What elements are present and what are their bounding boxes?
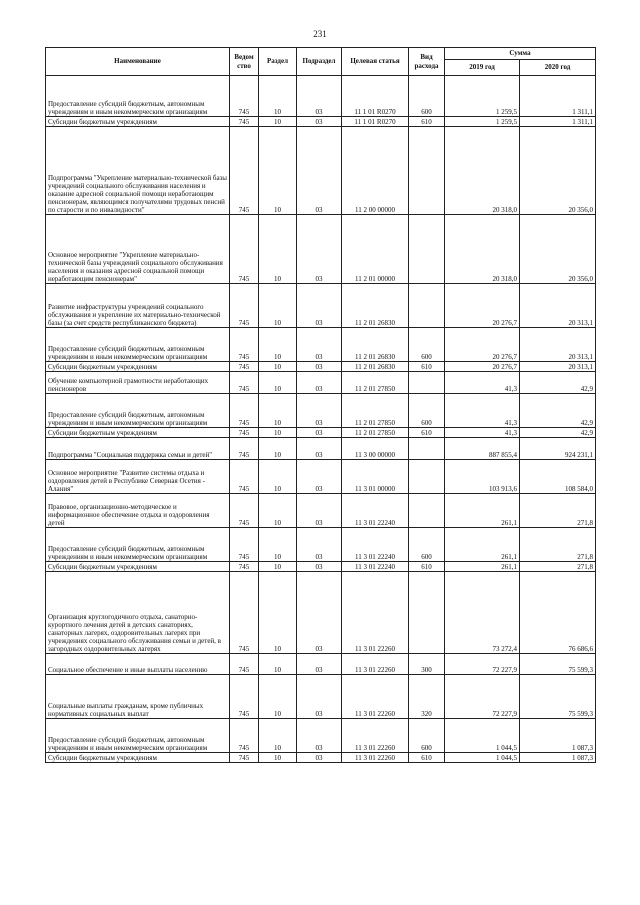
table-row bbox=[46, 428, 596, 438]
row-sum-2019: 20 276,7 bbox=[445, 362, 520, 372]
row-sum-2020: 42,9 bbox=[520, 428, 596, 438]
row-vedomstvo: 745 bbox=[230, 215, 259, 284]
row-razdel: 10 bbox=[259, 372, 297, 394]
row-sum-2019: 41,3 bbox=[445, 428, 520, 438]
row-expense-type: 300 bbox=[409, 654, 445, 675]
row-name: Правовое, организационно-методическое и информационное обеспечение отдыха и оздоровления детей bbox=[46, 494, 230, 528]
table-row bbox=[46, 215, 596, 284]
row-target-article: 11 2 01 27850 bbox=[342, 428, 409, 438]
page-number: 231 bbox=[313, 29, 327, 39]
row-sum-2019: 1 259,5 bbox=[445, 76, 520, 117]
row-razdel: 10 bbox=[259, 117, 297, 127]
row-podrazdel: 03 bbox=[297, 572, 342, 654]
header-sum: Сумма bbox=[445, 48, 596, 60]
row-sum-2020: 20 313,1 bbox=[520, 362, 596, 372]
row-razdel: 10 bbox=[259, 494, 297, 528]
row-expense-type bbox=[409, 494, 445, 528]
row-podrazdel: 03 bbox=[297, 284, 342, 328]
row-sum-2020: 1 087,3 bbox=[520, 719, 596, 753]
row-podrazdel: 03 bbox=[297, 328, 342, 362]
table-row bbox=[46, 394, 596, 428]
row-target-article: 11 3 01 22260 bbox=[342, 753, 409, 763]
row-podrazdel: 03 bbox=[297, 719, 342, 753]
row-sum-2020: 271,8 bbox=[520, 494, 596, 528]
row-target-article: 11 3 01 22240 bbox=[342, 528, 409, 562]
row-sum-2020: 76 686,6 bbox=[520, 572, 596, 654]
row-podrazdel: 03 bbox=[297, 675, 342, 719]
row-vedomstvo: 745 bbox=[230, 76, 259, 117]
table-row bbox=[46, 284, 596, 328]
row-target-article: 11 2 01 00000 bbox=[342, 215, 409, 284]
row-sum-2019: 41,3 bbox=[445, 372, 520, 394]
row-razdel: 10 bbox=[259, 76, 297, 117]
table-row bbox=[46, 372, 596, 394]
row-name: Подпрограмма "Укрепление материально-технической базы учреждений социального обслуживания населения и оказание адресной социальной помощи неработающим пенсионерам, являющимся получателями трудовых пенсий по старости и по инвалидности" bbox=[46, 127, 230, 215]
row-name: Предоставление субсидий бюджетным, автономным учреждениям и иным некоммерческим организациям bbox=[46, 394, 230, 428]
row-name: Основное мероприятие "Укрепление материально-технической базы учреждений социального обслуживания населения и оказания адресной социальной помощи неработающим пенсионерам" bbox=[46, 215, 230, 284]
row-expense-type: 600 bbox=[409, 394, 445, 428]
row-podrazdel: 03 bbox=[297, 394, 342, 428]
row-name: Предоставление субсидий бюджетным, автономным учреждениям и иным некоммерческим организациям bbox=[46, 76, 230, 117]
table-row bbox=[46, 117, 596, 127]
row-podrazdel: 03 bbox=[297, 372, 342, 394]
table-row bbox=[46, 572, 596, 654]
row-vedomstvo: 745 bbox=[230, 372, 259, 394]
row-name: Предоставление субсидий бюджетным, автономным учреждениям и иным некоммерческим организациям bbox=[46, 528, 230, 562]
row-podrazdel: 03 bbox=[297, 76, 342, 117]
row-target-article: 11 2 01 26830 bbox=[342, 328, 409, 362]
row-name: Субсидии бюджетным учреждениям bbox=[46, 753, 230, 763]
row-vedomstvo: 745 bbox=[230, 719, 259, 753]
row-podrazdel: 03 bbox=[297, 215, 342, 284]
row-vedomstvo: 745 bbox=[230, 654, 259, 675]
table-row bbox=[46, 127, 596, 215]
row-target-article: 11 1 01 R0270 bbox=[342, 76, 409, 117]
table-row bbox=[46, 528, 596, 562]
row-expense-type: 610 bbox=[409, 562, 445, 572]
row-sum-2020: 271,8 bbox=[520, 528, 596, 562]
table-row bbox=[46, 362, 596, 372]
row-target-article: 11 3 01 00000 bbox=[342, 460, 409, 494]
header-razdel: Раздел bbox=[259, 48, 297, 76]
row-vedomstvo: 745 bbox=[230, 428, 259, 438]
row-name: Предоставление субсидий бюджетным, автономным учреждениям и иным некоммерческим организациям bbox=[46, 719, 230, 753]
row-sum-2020: 1 311,1 bbox=[520, 117, 596, 127]
row-target-article: 11 2 01 26830 bbox=[342, 284, 409, 328]
row-expense-type bbox=[409, 460, 445, 494]
row-target-article: 11 1 01 R0270 bbox=[342, 117, 409, 127]
row-sum-2019: 20 318,0 bbox=[445, 215, 520, 284]
row-sum-2019: 1 044,5 bbox=[445, 719, 520, 753]
row-podrazdel: 03 bbox=[297, 362, 342, 372]
row-sum-2020: 75 599,3 bbox=[520, 654, 596, 675]
header-year-2020: 2020 год bbox=[520, 60, 596, 76]
row-sum-2020: 271,8 bbox=[520, 562, 596, 572]
row-expense-type: 610 bbox=[409, 117, 445, 127]
row-sum-2020: 108 584,0 bbox=[520, 460, 596, 494]
row-target-article: 11 3 01 22240 bbox=[342, 494, 409, 528]
row-podrazdel: 03 bbox=[297, 528, 342, 562]
row-sum-2019: 261,1 bbox=[445, 562, 520, 572]
row-podrazdel: 03 bbox=[297, 494, 342, 528]
row-sum-2020: 1 311,1 bbox=[520, 76, 596, 117]
row-expense-type: 600 bbox=[409, 528, 445, 562]
row-sum-2019: 1 259,5 bbox=[445, 117, 520, 127]
row-sum-2020: 1 087,3 bbox=[520, 753, 596, 763]
row-name: Субсидии бюджетным учреждениям bbox=[46, 428, 230, 438]
row-expense-type: 600 bbox=[409, 76, 445, 117]
row-name: Социальные выплаты гражданам, кроме публичных нормативных социальных выплат bbox=[46, 675, 230, 719]
table-row bbox=[46, 76, 596, 117]
row-target-article: 11 2 01 26830 bbox=[342, 362, 409, 372]
row-sum-2019: 1 044,5 bbox=[445, 753, 520, 763]
row-razdel: 10 bbox=[259, 438, 297, 460]
row-podrazdel: 03 bbox=[297, 562, 342, 572]
row-sum-2020: 20 313,1 bbox=[520, 284, 596, 328]
row-expense-type bbox=[409, 215, 445, 284]
table-row bbox=[46, 328, 596, 362]
row-podrazdel: 03 bbox=[297, 460, 342, 494]
row-vedomstvo: 745 bbox=[230, 562, 259, 572]
row-name: Субсидии бюджетным учреждениям bbox=[46, 117, 230, 127]
row-vedomstvo: 745 bbox=[230, 362, 259, 372]
row-name: Субсидии бюджетным учреждениям bbox=[46, 562, 230, 572]
row-razdel: 10 bbox=[259, 562, 297, 572]
row-vedomstvo: 745 bbox=[230, 460, 259, 494]
row-sum-2019: 73 272,4 bbox=[445, 572, 520, 654]
row-podrazdel: 03 bbox=[297, 438, 342, 460]
row-expense-type: 610 bbox=[409, 362, 445, 372]
row-target-article: 11 3 00 00000 bbox=[342, 438, 409, 460]
row-name: Субсидии бюджетным учреждениям bbox=[46, 362, 230, 372]
row-target-article: 11 3 01 22260 bbox=[342, 572, 409, 654]
row-razdel: 10 bbox=[259, 753, 297, 763]
table-row bbox=[46, 719, 596, 753]
row-target-article: 11 3 01 22260 bbox=[342, 675, 409, 719]
row-razdel: 10 bbox=[259, 460, 297, 494]
header-vedomstvo: Ведом ство bbox=[230, 48, 259, 76]
row-sum-2019: 41,3 bbox=[445, 394, 520, 428]
row-expense-type bbox=[409, 438, 445, 460]
row-expense-type bbox=[409, 284, 445, 328]
header-target-article: Целевая статья bbox=[342, 48, 409, 76]
row-razdel: 10 bbox=[259, 362, 297, 372]
row-sum-2020: 20 356,0 bbox=[520, 127, 596, 215]
row-sum-2019: 20 276,7 bbox=[445, 328, 520, 362]
row-podrazdel: 03 bbox=[297, 127, 342, 215]
row-vedomstvo: 745 bbox=[230, 394, 259, 428]
header-name: Наименование bbox=[46, 48, 230, 76]
row-name: Подпрограмма "Социальная поддержка семьи и детей" bbox=[46, 438, 230, 460]
row-sum-2019: 72 227,9 bbox=[445, 675, 520, 719]
row-sum-2019: 261,1 bbox=[445, 528, 520, 562]
budget-table bbox=[45, 47, 596, 763]
table-row bbox=[46, 460, 596, 494]
row-razdel: 10 bbox=[259, 675, 297, 719]
row-sum-2019: 20 318,0 bbox=[445, 127, 520, 215]
row-target-article: 11 2 01 27850 bbox=[342, 394, 409, 428]
row-expense-type bbox=[409, 127, 445, 215]
row-sum-2020: 924 231,1 bbox=[520, 438, 596, 460]
row-target-article: 11 3 01 22260 bbox=[342, 719, 409, 753]
row-podrazdel: 03 bbox=[297, 654, 342, 675]
row-sum-2020: 42,9 bbox=[520, 372, 596, 394]
row-vedomstvo: 745 bbox=[230, 528, 259, 562]
row-vedomstvo: 745 bbox=[230, 284, 259, 328]
row-name: Основное мероприятие "Развитие системы отдыха и оздоровления детей в Республике Северная Осетия - Алания" bbox=[46, 460, 230, 494]
row-name: Социальное обеспечение и иные выплаты населению bbox=[46, 654, 230, 675]
header-year-2019: 2019 год bbox=[445, 60, 520, 76]
row-sum-2020: 20 313,1 bbox=[520, 328, 596, 362]
row-razdel: 10 bbox=[259, 328, 297, 362]
row-expense-type: 600 bbox=[409, 328, 445, 362]
row-sum-2019: 887 855,4 bbox=[445, 438, 520, 460]
row-vedomstvo: 745 bbox=[230, 117, 259, 127]
row-sum-2019: 20 276,7 bbox=[445, 284, 520, 328]
row-sum-2019: 103 913,6 bbox=[445, 460, 520, 494]
row-razdel: 10 bbox=[259, 215, 297, 284]
row-vedomstvo: 745 bbox=[230, 675, 259, 719]
row-vedomstvo: 745 bbox=[230, 753, 259, 763]
row-razdel: 10 bbox=[259, 284, 297, 328]
row-expense-type bbox=[409, 372, 445, 394]
row-sum-2020: 75 599,3 bbox=[520, 675, 596, 719]
row-target-article: 11 2 00 00000 bbox=[342, 127, 409, 215]
row-name: Организация круглогодичного отдыха, санаторно-курортного лечения детей в детских санаториях, санаторных лагерях, оздоровительных лагерях при учреждениях социального обслуживания семьи и детей, в загородных оздоровительных лагерях bbox=[46, 572, 230, 654]
row-vedomstvo: 745 bbox=[230, 328, 259, 362]
row-name: Обучение компьютерной грамотности неработающих пенсионеров bbox=[46, 372, 230, 394]
row-expense-type: 320 bbox=[409, 675, 445, 719]
table-row bbox=[46, 438, 596, 460]
row-sum-2020: 20 356,0 bbox=[520, 215, 596, 284]
table-row bbox=[46, 675, 596, 719]
table-row bbox=[46, 494, 596, 528]
header-expense-type: Вид расхода bbox=[409, 48, 445, 76]
row-expense-type: 600 bbox=[409, 719, 445, 753]
table-row bbox=[46, 654, 596, 675]
row-razdel: 10 bbox=[259, 654, 297, 675]
row-podrazdel: 03 bbox=[297, 428, 342, 438]
row-name: Предоставление субсидий бюджетным, автономным учреждениям и иным некоммерческим организациям bbox=[46, 328, 230, 362]
row-razdel: 10 bbox=[259, 719, 297, 753]
row-sum-2019: 261,1 bbox=[445, 494, 520, 528]
row-target-article: 11 3 01 22240 bbox=[342, 562, 409, 572]
row-vedomstvo: 745 bbox=[230, 127, 259, 215]
row-expense-type: 610 bbox=[409, 428, 445, 438]
row-podrazdel: 03 bbox=[297, 753, 342, 763]
row-podrazdel: 03 bbox=[297, 117, 342, 127]
row-sum-2020: 42,9 bbox=[520, 394, 596, 428]
row-sum-2019: 72 227,9 bbox=[445, 654, 520, 675]
row-razdel: 10 bbox=[259, 127, 297, 215]
row-razdel: 10 bbox=[259, 428, 297, 438]
row-name: Развитие инфраструктуры учреждений социального обслуживания и укрепление их материально-технической базы (за счет средств республиканского бюджета) bbox=[46, 284, 230, 328]
row-razdel: 10 bbox=[259, 528, 297, 562]
row-vedomstvo: 745 bbox=[230, 494, 259, 528]
row-razdel: 10 bbox=[259, 394, 297, 428]
header-podrazdel: Подраздел bbox=[297, 48, 342, 76]
row-razdel: 10 bbox=[259, 572, 297, 654]
row-target-article: 11 2 01 27850 bbox=[342, 372, 409, 394]
row-expense-type: 610 bbox=[409, 753, 445, 763]
row-vedomstvo: 745 bbox=[230, 438, 259, 460]
row-vedomstvo: 745 bbox=[230, 572, 259, 654]
table-row bbox=[46, 753, 596, 763]
row-target-article: 11 3 01 22260 bbox=[342, 654, 409, 675]
row-expense-type bbox=[409, 572, 445, 654]
table-row bbox=[46, 562, 596, 572]
